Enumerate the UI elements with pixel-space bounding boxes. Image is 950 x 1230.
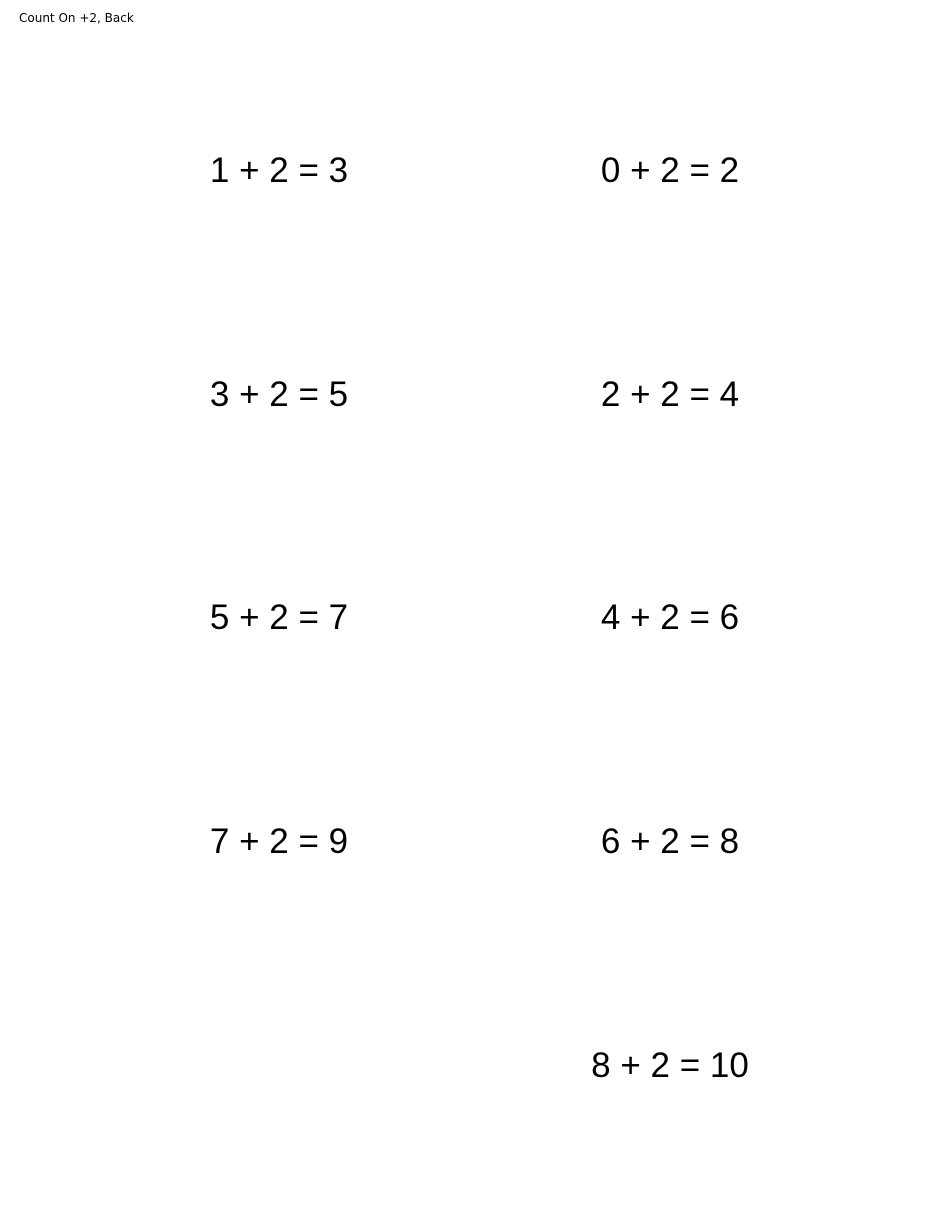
equation-card: 5 + 2 = 7: [209, 598, 349, 637]
page-title: Count On +2, Back: [19, 11, 134, 25]
equation-card: 2 + 2 = 4: [600, 375, 740, 414]
equation-card: 1 + 2 = 3: [209, 151, 349, 190]
equation-card: 0 + 2 = 2: [600, 151, 740, 190]
equation-card: 3 + 2 = 5: [209, 375, 349, 414]
equation-card: 8 + 2 = 10: [591, 1046, 749, 1085]
equation-card: 4 + 2 = 6: [600, 598, 740, 637]
equation-card: 6 + 2 = 8: [600, 822, 740, 861]
equation-card: 7 + 2 = 9: [209, 822, 349, 861]
